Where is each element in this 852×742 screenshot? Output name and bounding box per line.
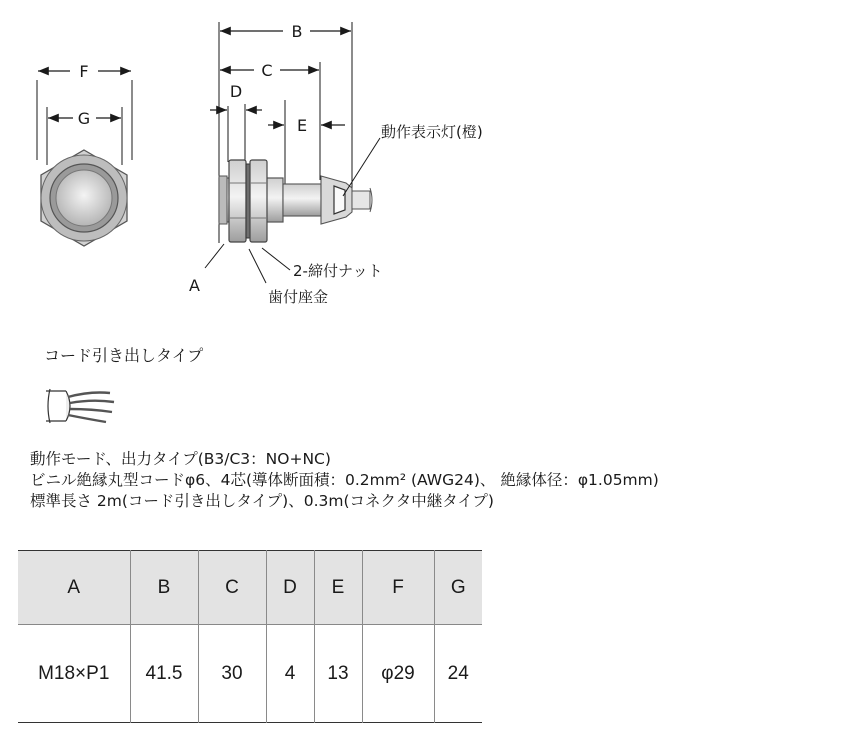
callout-toothed-washer: 歯付座金 xyxy=(268,288,329,306)
side-view xyxy=(189,22,483,306)
cell-e: 13 xyxy=(314,625,362,723)
spec-line-length: 標準長さ 2m(コード引き出しタイプ)、0.3m(コネクタ中継タイプ) xyxy=(30,492,494,510)
dimension-e xyxy=(268,116,345,135)
sensor-dimension-drawing xyxy=(0,0,852,330)
table-header-row xyxy=(18,551,482,625)
dimension-g xyxy=(48,109,121,128)
sensing-face xyxy=(56,170,112,226)
cell-a: M18×P1 xyxy=(18,625,130,723)
cell-g: 24 xyxy=(447,662,469,684)
header-g: G xyxy=(450,576,466,598)
cell-b: 41.5 xyxy=(130,625,198,723)
table-row xyxy=(18,625,482,723)
indicator-lamp xyxy=(334,186,345,214)
cell-d: 4 xyxy=(266,625,314,723)
dimension-f-label: F xyxy=(79,62,89,81)
rear-housing xyxy=(283,184,321,216)
callout-indicator-lamp: 動作表示灯(橙) xyxy=(381,123,483,141)
header-b: B xyxy=(130,551,198,625)
clamping-nut-front xyxy=(229,160,246,242)
dimension-d xyxy=(210,82,262,110)
front-view xyxy=(37,62,132,246)
header-a: A xyxy=(18,551,130,625)
dimension-b-label: B xyxy=(291,22,303,41)
dimension-c xyxy=(220,61,319,80)
spec-line-cable: ビニル絶縁丸型コードφ6、4芯(導体断面積：0.2mm² (AWG24)、 絶縁体径：φ1.05mm) xyxy=(30,471,659,489)
clamping-nut-rear xyxy=(250,160,267,242)
header-c: C xyxy=(198,551,266,625)
cell-f: φ29 xyxy=(362,625,434,723)
spec-line-output-mode: 動作モード、出力タイプ(B3/C3：NO+NC) xyxy=(30,450,331,468)
dimension-table xyxy=(18,550,482,723)
dimension-e-label: E xyxy=(296,116,308,135)
header-f: F xyxy=(362,551,434,625)
cable xyxy=(352,191,370,209)
cable-lead-icon xyxy=(44,385,124,427)
section-title: コード引き出しタイプ xyxy=(44,346,204,365)
dimension-d-label: D xyxy=(229,82,243,101)
header-e: E xyxy=(314,551,362,625)
dimension-a-label: A xyxy=(189,276,200,295)
cell-c: 30 xyxy=(198,625,266,723)
cable-specifications xyxy=(30,449,659,512)
dimension-g-label: G xyxy=(77,109,91,128)
dimension-f xyxy=(38,62,131,81)
header-d: D xyxy=(266,551,314,625)
callout-clamping-nut: 2-締付ナット xyxy=(293,262,383,280)
dimension-b xyxy=(220,22,351,41)
dimension-c-label: C xyxy=(261,61,273,80)
